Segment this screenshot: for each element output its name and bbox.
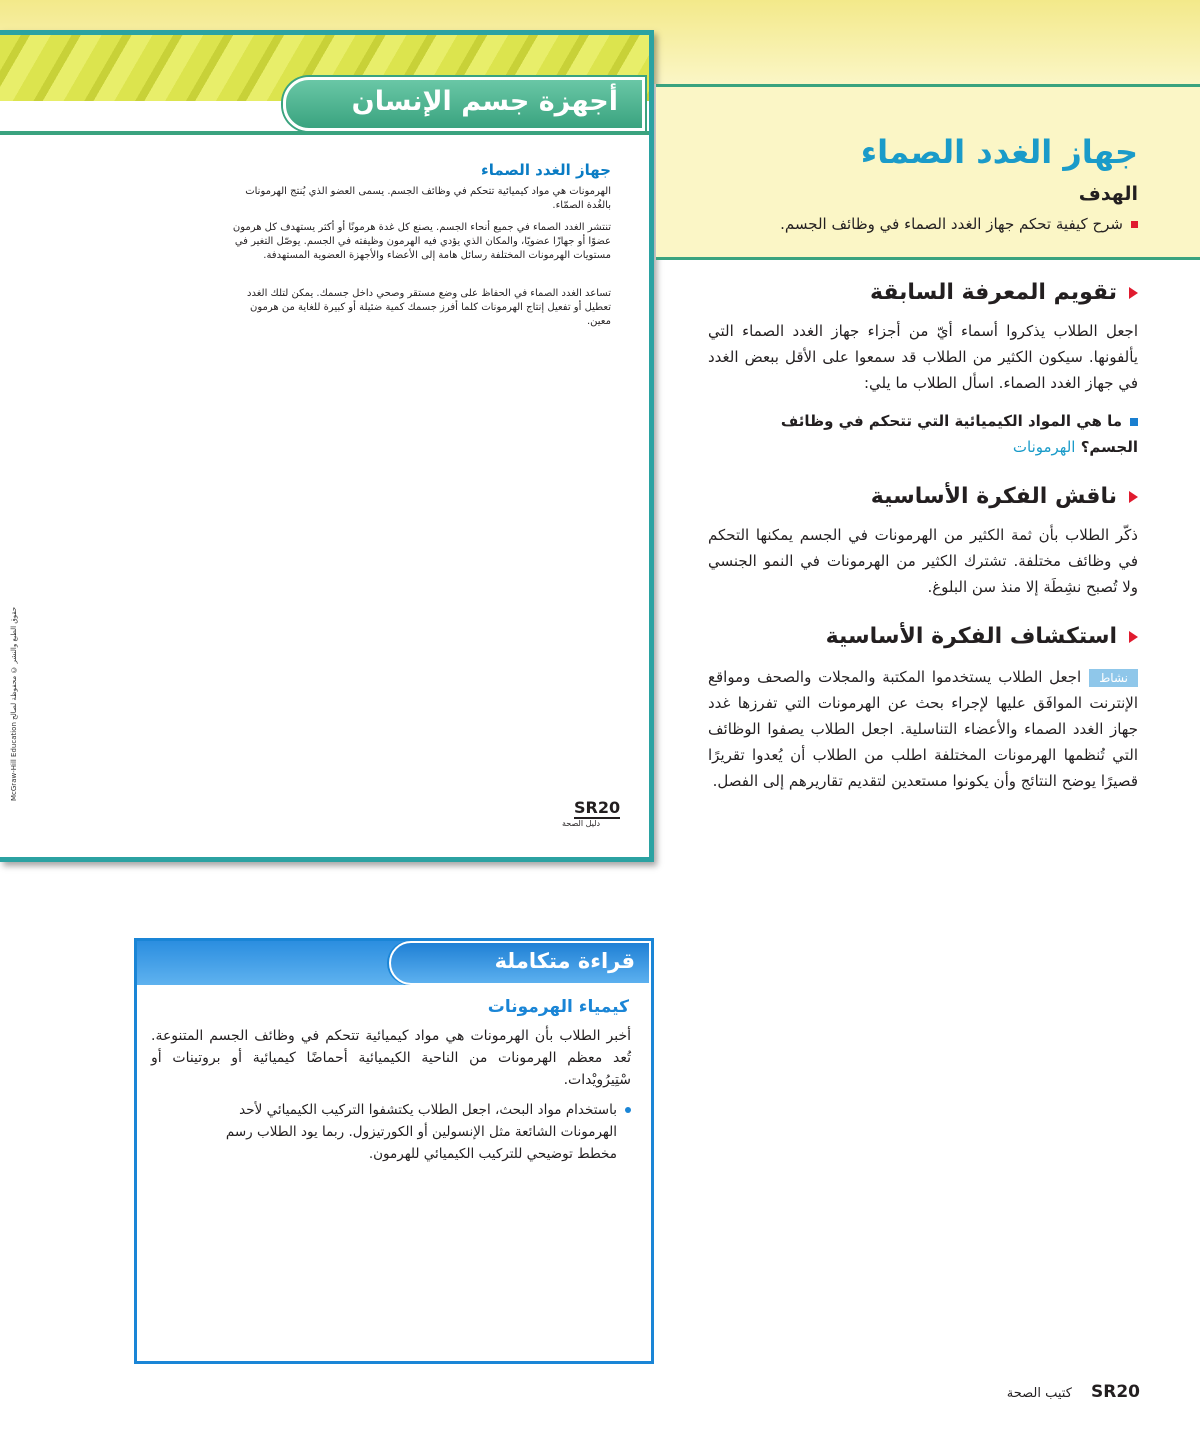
objective-text: شرح كيفية تحكم جهاز الغدد الصماء في وظائف الجسم. (780, 215, 1123, 233)
lesson-title: جهاز الغدد الصماء (860, 133, 1138, 171)
reduced-page-paragraph: تساعد الغدد الصماء في الحفاظ على وضع مستقر وصحي داخل جسمك. يمكن لتلك الغدد تعطيل أو تفعيل إنتاج الهرمونات كلما أفرز جسمك كمية ضئيلة أو كبيرة للغاية من هرمون معين. (247, 288, 611, 327)
page-footer (1007, 1382, 1140, 1402)
reading-box-subheading: كيمياء الهرمونات (487, 997, 629, 1017)
section-heading-text: ناقش الفكرة الأساسية (870, 484, 1117, 509)
reading-box-title: قراءة متكاملة (494, 949, 635, 973)
section-body: اجعل الطلاب يذكروا أسماء أيّ من أجزاء جهاز الغدد الصماء التي يألفونها. سيكون الكثير من الطلاب قد سمعوا على الأقل ببعض الغدد في جهاز الغدد الصماء. اسأل الطلاب ما يلي: (708, 322, 1138, 392)
reduced-page-title-tab (283, 77, 645, 131)
reduced-page-paragraph: تنتشر الغدد الصماء في جميع أنحاء الجسم. يصنع كل غدة هرمونًا أو أكثر يستهدف كل هرمون عضوًا أو جهازًا عضويًا، والمكان الذي يؤدي فيه الهرمون وظيفته في الجسم. يوصّل التغير في مستويات الهرمونات المختلفة رسائل هامة إلى الأعضاء والأجهزة العضوية المستهدفة. (232, 222, 611, 261)
reduced-page-title: أجهزة جسم الإنسان (351, 86, 618, 117)
square-bullet-icon (1130, 418, 1138, 426)
square-bullet-icon (1131, 221, 1138, 228)
reduced-page-number: SR20 (574, 798, 621, 817)
section-heading-prior-knowledge (870, 280, 1138, 305)
divider (0, 131, 649, 135)
reduced-page-heading: جهاز الغدد الصماء (481, 161, 611, 179)
reduced-student-page (0, 30, 654, 862)
activity-badge: نشاط (1089, 669, 1138, 687)
reading-box-bullet (201, 1099, 631, 1165)
bullet-text: باستخدام مواد البحث، اجعل الطلاب يكتشفوا التركيب الكيميائي لأحد الهرمونات الشائعة مثل الإنسولين أو الكورتيزول. ربما يود الطلاب رسم مخطط توضيحي للتركيب الكيميائي للهرمون. (225, 1102, 617, 1162)
question-text: ما هي المواد الكيميائية التي تتحكم في وظائف الجسم؟ (780, 412, 1138, 456)
copyright-credit: McGraw-Hill Education حقوق الطبع والنشر © محفوظة لصالح (10, 606, 18, 801)
section-heading-explore (826, 624, 1138, 649)
reduced-page-label: دليل الصحة (562, 819, 601, 828)
section-body (708, 664, 1138, 794)
triangle-marker-icon (1129, 491, 1138, 503)
bullet-dot-icon (625, 1107, 631, 1113)
section-heading-discuss (871, 484, 1138, 509)
reading-box-title-tab (389, 941, 651, 985)
section-body-text: اجعل الطلاب يستخدموا المكتبة والمجلات والصحف ومواقع الإنترنت الموافَق عليها لإجراء بحث عن الهرمونات التي تفرزها غدد جهاز الغدد الصماء والأعضاء التناسلية. اجعل الطلاب يصفوا الوظائف التي تُنظمها الهرمونات المختلفة اطلب من الطلاب أن يُعدوا تقريرًا قصيرًا يوضح النتائج وأن يكونوا مستعدين لتقديم تقاريرهم إلى الفصل. (708, 668, 1138, 790)
reading-box-body: أخبر الطلاب بأن الهرمونات هي مواد كيميائية تتحكم في وظائف الجسم المتنوعة. تُعد معظم الهرمونات من الناحية الكيميائية أحماضًا كيميائية أو بروتينات أو سْتِيرُويْدات. (151, 1028, 631, 1088)
footer-page-number: SR20 (1091, 1382, 1140, 1402)
section-heading-text: تقويم المعرفة السابقة (869, 280, 1117, 305)
objective-heading: الهدف (1078, 183, 1138, 205)
question-item (738, 408, 1138, 460)
triangle-marker-icon (1129, 287, 1138, 299)
objective-box (656, 84, 1200, 260)
reduced-page-paragraph: الهرمونات هي مواد كيميائية تتحكم في وظائف الجسم. يسمى العضو الذي يُنتج الهرمونات بالغُدة الصمّاء. (245, 186, 611, 211)
section-body: ذكّر الطلاب بأن ثمة الكثير من الهرمونات في الجسم يمكنها التحكم في وظائف مختلفة. تشترك الكثير من الهرمونات في النمو الجنسي ولا تُصبح نشِطَة إلا منذ سن البلوغ. (708, 526, 1138, 596)
answer-text: الهرمونات (1012, 438, 1076, 456)
objective-item (780, 215, 1138, 233)
integrated-reading-box (134, 938, 654, 1364)
section-heading-text: استكشاف الفكرة الأساسية (825, 624, 1117, 649)
footer-label: كتيب الصحة (1006, 1386, 1072, 1401)
triangle-marker-icon (1129, 631, 1138, 643)
